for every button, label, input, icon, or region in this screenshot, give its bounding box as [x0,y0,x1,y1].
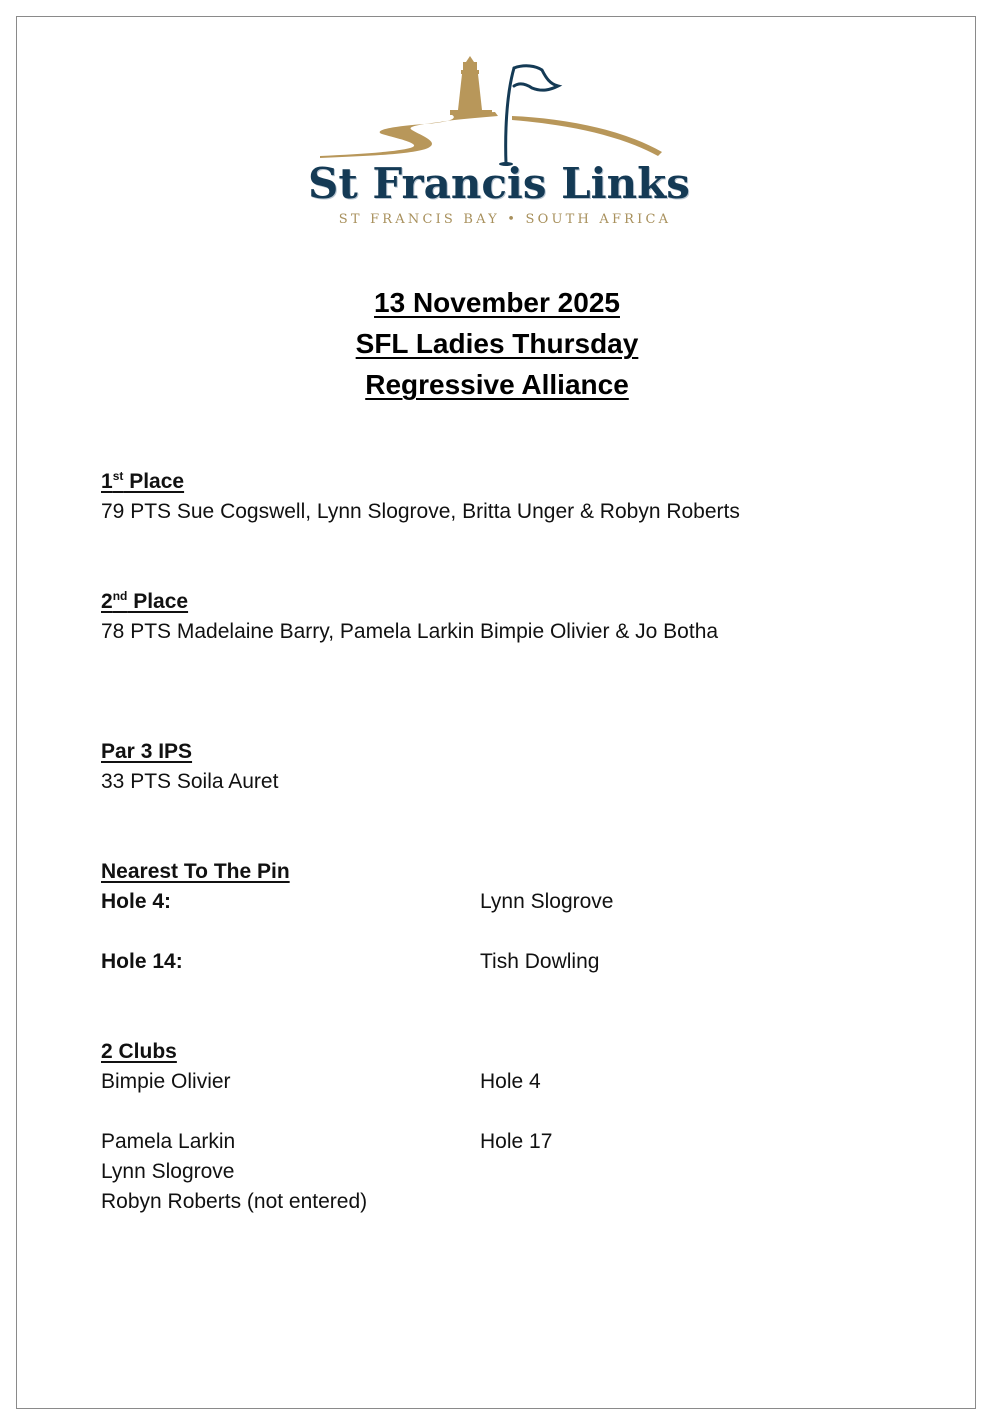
two-clubs-player: Lynn Slogrove [101,1160,235,1183]
logo-graphic [300,56,700,166]
club-logo [300,56,700,236]
first-place-result: 79 PTS Sue Cogswell, Lynn Slogrove, Britta Unger & Robyn Roberts [101,500,740,523]
rank-label: Place [123,470,185,493]
nearest-pin-section [101,857,801,977]
two-clubs-heading: 2 Clubs [101,1040,177,1063]
two-clubs-player: Pamela Larkin [101,1130,236,1153]
logo-tagline: ST FRANCIS BAY • SOUTH AFRICA [338,212,672,227]
nearest-pin-row [101,947,801,977]
event-name: SFL Ladies Thursday [355,328,639,359]
golf-flag-icon [506,66,558,164]
two-clubs-hole: Hole 17 [480,1130,553,1153]
fairway-swoosh-icon [320,112,498,158]
event-format: Regressive Alliance [365,369,629,400]
second-place-section [101,587,718,647]
nearest-pin-hole: Hole 4: [101,890,172,913]
page-title-block [0,282,994,405]
fairway-right-icon [512,116,662,156]
event-date: 13 November 2025 [374,287,620,318]
two-clubs-hole: Hole 4 [480,1070,541,1093]
two-clubs-row [101,1127,801,1157]
two-clubs-row [101,1157,801,1187]
nearest-pin-player: Lynn Slogrove [480,890,614,913]
rank-number: 1 [101,470,113,493]
lighthouse-icon [450,56,492,115]
par3-heading: Par 3 IPS [101,740,193,763]
two-clubs-row [101,1067,801,1097]
nearest-pin-hole: Hole 14: [101,950,183,973]
nearest-pin-player: Tish Dowling [480,950,600,973]
par3-result: 33 PTS Soila Auret [101,770,279,793]
second-place-result: 78 PTS Madelaine Barry, Pamela Larkin Bimpie Olivier & Jo Botha [101,620,719,643]
rank-label: Place [127,590,189,613]
nearest-pin-heading: Nearest To The Pin [101,860,290,883]
rank-suffix: st [112,469,124,483]
par3-section [101,737,278,797]
first-place-section [101,467,740,527]
two-clubs-row [101,1187,801,1217]
two-clubs-player: Robyn Roberts (not entered) [101,1190,368,1213]
two-clubs-player: Bimpie Olivier [101,1070,231,1093]
nearest-pin-row [101,887,801,917]
two-clubs-section [101,1037,801,1217]
rank-number: 2 [101,590,113,613]
rank-suffix: nd [112,589,128,603]
logo-name: St Francis Links [308,159,690,208]
first-place-heading [101,470,184,493]
second-place-heading [101,590,188,613]
